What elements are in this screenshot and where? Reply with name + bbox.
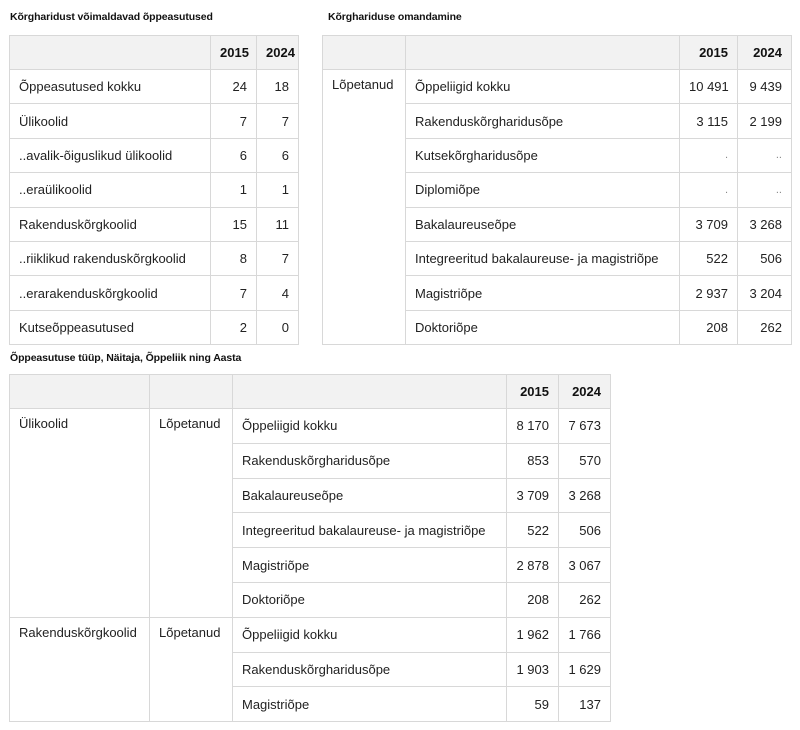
value-2024: 7	[257, 241, 299, 275]
value-2024: 1 766	[559, 617, 611, 652]
value-2024: 7 673	[559, 409, 611, 444]
row-label: Kutseõppeasutused	[10, 310, 211, 344]
value-2024: 18	[257, 70, 299, 104]
group-label: Lõpetanud	[323, 70, 406, 345]
value-2015: 2 937	[680, 276, 738, 310]
column-header-2024[interactable]: 2024	[257, 36, 299, 70]
table-row	[10, 276, 299, 310]
column-header-2015[interactable]: 2015	[507, 375, 559, 409]
value-2015: 10 491	[680, 70, 738, 104]
row-label: Õppeliigid kokku	[406, 70, 680, 104]
value-2015: 522	[680, 241, 738, 275]
value-2015: .	[680, 138, 738, 172]
value-2024: 506	[738, 241, 792, 275]
value-2024: 570	[559, 443, 611, 478]
value-2015: 522	[507, 513, 559, 548]
graduates-table	[322, 35, 792, 345]
value-2024: 3 067	[559, 548, 611, 583]
header-row	[10, 36, 299, 70]
value-2015: 7	[211, 276, 257, 310]
row-label: Integreeritud bakalaureuse- ja magistriõpe	[233, 513, 507, 548]
value-2024: 6	[257, 138, 299, 172]
row-label: Õppeasutused kokku	[10, 70, 211, 104]
value-2024: ..	[738, 138, 792, 172]
value-2015: 6	[211, 138, 257, 172]
row-label: Rakenduskõrgharidusõpe	[406, 104, 680, 138]
header-row	[10, 375, 611, 409]
row-label: Integreeritud bakalaureuse- ja magistriõpe	[406, 241, 680, 275]
row-label: Rakenduskõrgharidusõpe	[233, 443, 507, 478]
row-label: Õppeliigid kokku	[233, 409, 507, 444]
value-2015: 8 170	[507, 409, 559, 444]
value-2024: 1 629	[559, 652, 611, 687]
row-label: Doktoriõpe	[406, 310, 680, 344]
value-2015: 3 115	[680, 104, 738, 138]
value-2024: 3 268	[559, 478, 611, 513]
value-2015: 24	[211, 70, 257, 104]
corner-cell	[233, 375, 507, 409]
value-2015: .	[680, 173, 738, 207]
table-row	[323, 70, 792, 104]
institution-type-label: Ülikoolid	[10, 409, 150, 618]
row-label: Magistriõpe	[233, 687, 507, 722]
value-2024: 262	[738, 310, 792, 344]
row-label: ..avalik-õiguslikud ülikoolid	[10, 138, 211, 172]
corner-cell	[10, 36, 211, 70]
value-2024: 262	[559, 582, 611, 617]
institution-type-label: Rakenduskõrgkoolid	[10, 617, 150, 721]
value-2015: 208	[680, 310, 738, 344]
row-label: Rakenduskõrgharidusõpe	[233, 652, 507, 687]
value-2015: 1 903	[507, 652, 559, 687]
value-2024: 506	[559, 513, 611, 548]
value-2015: 1	[211, 173, 257, 207]
corner-cell	[406, 36, 680, 70]
value-2015: 1 962	[507, 617, 559, 652]
value-2015: 7	[211, 104, 257, 138]
table-row	[10, 207, 299, 241]
value-2024: 0	[257, 310, 299, 344]
table-row	[10, 409, 611, 444]
row-label: Magistriõpe	[406, 276, 680, 310]
corner-cell	[323, 36, 406, 70]
row-label: Ülikoolid	[10, 104, 211, 138]
table-row	[10, 310, 299, 344]
value-2024: 4	[257, 276, 299, 310]
value-2015: 853	[507, 443, 559, 478]
value-2024: 7	[257, 104, 299, 138]
row-label: Kutsekõrgharidusõpe	[406, 138, 680, 172]
value-2015: 208	[507, 582, 559, 617]
column-header-2015[interactable]: 2015	[211, 36, 257, 70]
value-2024: 137	[559, 687, 611, 722]
row-label: Magistriõpe	[233, 548, 507, 583]
header-row	[323, 36, 792, 70]
corner-cell	[10, 375, 150, 409]
row-label: Diplomiõpe	[406, 173, 680, 207]
table-row	[10, 70, 299, 104]
corner-cell	[150, 375, 233, 409]
value-2015: 59	[507, 687, 559, 722]
table-row	[10, 617, 611, 652]
institutions-table	[9, 35, 299, 345]
column-header-2024[interactable]: 2024	[738, 36, 792, 70]
row-label: ..erarakenduskõrgkoolid	[10, 276, 211, 310]
row-label: ..eraülikoolid	[10, 173, 211, 207]
table3-caption: Õppeasutuse tüüp, Näitaja, Õppeliik ning Aasta	[10, 352, 242, 364]
value-2024: 2 199	[738, 104, 792, 138]
value-2015: 15	[211, 207, 257, 241]
table2-caption: Kõrghariduse omandamine	[328, 11, 462, 23]
column-header-2024[interactable]: 2024	[559, 375, 611, 409]
table1-caption: Kõrgharidust võimaldavad õppeasutused	[10, 11, 213, 23]
value-2015: 8	[211, 241, 257, 275]
row-label: Rakenduskõrgkoolid	[10, 207, 211, 241]
value-2015: 3 709	[680, 207, 738, 241]
table-row	[10, 138, 299, 172]
value-2015: 2 878	[507, 548, 559, 583]
row-label: Bakalaureuseõpe	[406, 207, 680, 241]
value-2024: 3 204	[738, 276, 792, 310]
value-2024: ..	[738, 173, 792, 207]
institution-type-table	[9, 374, 611, 722]
value-2024: 3 268	[738, 207, 792, 241]
table-row	[10, 173, 299, 207]
indicator-label: Lõpetanud	[150, 409, 233, 618]
value-2015: 3 709	[507, 478, 559, 513]
value-2024: 11	[257, 207, 299, 241]
row-label: Doktoriõpe	[233, 582, 507, 617]
indicator-label: Lõpetanud	[150, 617, 233, 721]
column-header-2015[interactable]: 2015	[680, 36, 738, 70]
row-label: Bakalaureuseõpe	[233, 478, 507, 513]
table-row	[10, 241, 299, 275]
row-label: Õppeliigid kokku	[233, 617, 507, 652]
value-2024: 9 439	[738, 70, 792, 104]
value-2015: 2	[211, 310, 257, 344]
value-2024: 1	[257, 173, 299, 207]
table-row	[10, 104, 299, 138]
row-label: ..riiklikud rakenduskõrgkoolid	[10, 241, 211, 275]
